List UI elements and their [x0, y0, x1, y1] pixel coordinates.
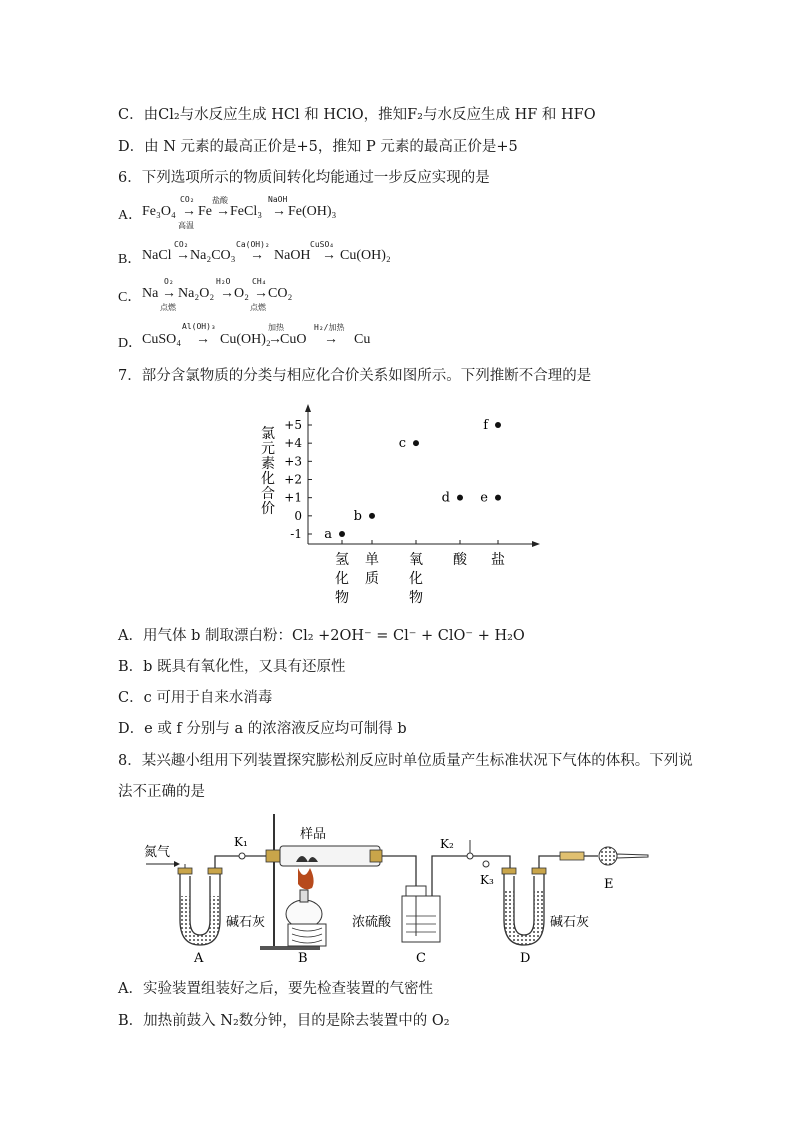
label-a: A	[194, 951, 204, 966]
q6-b-c1top: CO₂	[174, 240, 189, 249]
nitrogen-label: 氮气	[144, 845, 171, 860]
y-tick-label: +2	[284, 472, 302, 487]
q6-c-s4: CO₂	[268, 286, 293, 301]
q5-option-c: C．由Cl₂与水反应生成 HCl 和 HClO，推知F₂与水反应生成 HF 和 HFO	[118, 107, 596, 123]
k1-valve	[239, 853, 245, 859]
k3-valve	[483, 861, 489, 867]
q6-a-s2: Fe	[198, 204, 212, 219]
point-f	[495, 422, 501, 428]
point-label-a: a	[324, 527, 332, 542]
q6-b-s4: Cu(OH)₂	[340, 248, 391, 263]
y-axis-arrow	[305, 404, 311, 412]
q6-d-arrow2: →	[268, 332, 282, 347]
q6-option-d	[118, 322, 518, 352]
x-category-label: 质	[365, 571, 379, 587]
q6-d-arrow1: →	[196, 332, 210, 347]
q6-a-s4: Fe(OH)₃	[288, 204, 337, 219]
k3-label: K₃	[480, 873, 494, 887]
q6-option-b	[118, 240, 518, 270]
drying-tube-e	[560, 847, 648, 865]
q6-b-s1: NaCl	[142, 248, 172, 263]
experiment-apparatus-diagram	[140, 810, 660, 970]
sulfuric-acid-label: 浓硫酸	[352, 915, 392, 930]
q6-b-s2: Na₂CO₃	[190, 248, 236, 263]
point-label-e: e	[480, 490, 488, 506]
sodalime-label-d: 碱石灰	[550, 915, 590, 930]
y-tick-label: +4	[284, 436, 302, 451]
x-category-label: 化	[409, 571, 423, 587]
y-axis-label-char: 素	[261, 456, 275, 472]
point-e	[495, 495, 501, 501]
q6-c-arrow3: →	[254, 286, 268, 301]
q6-a-label: A．	[118, 208, 143, 223]
q6-a-s3: FeCl₃	[230, 204, 263, 219]
q6-a-c1top: CO₂	[180, 195, 195, 204]
point-label-f: f	[483, 418, 488, 433]
q7-option-a: A．用气体 b 制取漂白粉：Cl₂ +2OH⁻ = Cl⁻ + ClO⁻ + H₂O	[118, 628, 525, 644]
q6-d-s3: CuO	[280, 332, 307, 347]
y-tick-label: +1	[284, 490, 302, 505]
q6-b-arrow2: →	[250, 248, 264, 263]
x-category-label: 化	[335, 571, 349, 587]
point-label-c: c	[398, 436, 406, 452]
q6-c-c3bot: 点燃	[250, 303, 266, 312]
q6-a-c2top: 盐酸	[212, 196, 228, 205]
q8-stem-line1: 8．某兴趣小组用下列装置探究膨松剂反应时单位质量产生标准状况下气体的体积。下列说	[118, 753, 693, 769]
q6-a-arrow1: →	[182, 204, 196, 219]
wash-bottle-c	[402, 856, 486, 942]
x-category-label: 氢	[335, 552, 349, 568]
y-axis-label-char: 化	[261, 471, 275, 487]
q6-c-label: C．	[118, 290, 142, 305]
q6-a-c3top: NaOH	[268, 195, 288, 204]
k2-valve	[467, 853, 473, 859]
q6-b-label: B．	[118, 252, 142, 267]
q7-option-c: C．c 可用于自来水消毒	[118, 690, 273, 706]
x-category-label: 单	[365, 552, 379, 568]
k1-label: K₁	[234, 835, 248, 849]
q6-d-s1: CuSO₄	[142, 332, 182, 347]
q8-option-b: B．加热前鼓入 N₂数分钟，目的是除去装置中的 O₂	[118, 1013, 450, 1029]
q6-option-c	[118, 276, 518, 312]
y-tick-label: +3	[284, 454, 302, 469]
q6-d-c1top: Al(OH)₃	[182, 322, 216, 331]
q6-a-arrow2: →	[216, 204, 230, 219]
x-category-label: 酸	[453, 552, 467, 568]
y-tick-label: -1	[290, 527, 302, 541]
q7-stem: 7．部分含氯物质的分类与相应化合价关系如图所示。下列推断不合理的是	[118, 368, 592, 384]
point-c	[413, 440, 419, 446]
q6-stem: 6．下列选项所示的物质间转化均能通过一步反应实现的是	[118, 170, 490, 186]
chlorine-valence-chart	[250, 398, 550, 610]
y-axis-label-char: 合	[261, 486, 275, 502]
x-category-label: 物	[335, 590, 349, 606]
q6-b-s3: NaOH	[274, 248, 311, 263]
u-tube-d	[502, 856, 560, 945]
q6-a-c1bot: 高温	[178, 221, 194, 230]
y-axis-label-char: 价	[261, 501, 275, 517]
x-category-label: 盐	[491, 552, 505, 568]
point-label-d: d	[441, 490, 450, 506]
x-category-label: 物	[409, 590, 423, 606]
q6-c-c2top: H₂O	[216, 277, 231, 286]
nitrogen-arrowhead	[174, 861, 180, 867]
q6-option-a	[118, 196, 518, 232]
q6-d-arrow3: →	[324, 332, 338, 347]
q6-b-c2top: Ca(OH)₂	[236, 240, 270, 249]
q6-a-s1: Fe₃O₄	[142, 204, 176, 219]
q6-b-arrow1: →	[176, 248, 190, 263]
q8-option-a: A．实验装置组装好之后，要先检查装置的气密性	[118, 981, 433, 997]
q6-b-arrow3: →	[322, 248, 336, 263]
k2-label: K₂	[440, 837, 454, 851]
y-axis-label-char: 氯	[261, 426, 275, 442]
q6-c-arrow2: →	[220, 286, 234, 301]
y-tick-label: 0	[294, 508, 302, 523]
q6-b-c3top: CuSO₄	[310, 240, 335, 249]
sample-label: 样品	[300, 827, 327, 842]
q6-c-c1bot: 点燃	[160, 303, 176, 312]
point-label-b: b	[353, 508, 362, 524]
label-d: D	[520, 951, 531, 966]
q5-option-d: D．由 N 元素的最高正价是+5，推知 P 元素的最高正价是+5	[118, 139, 518, 155]
u-tube-a	[178, 856, 268, 945]
point-d	[457, 495, 463, 501]
q6-c-s2: Na₂O₂	[178, 286, 215, 301]
q6-c-c1top: O₂	[164, 277, 174, 286]
q6-c-c3top: CH₄	[252, 277, 267, 286]
point-b	[369, 513, 375, 519]
label-b: B	[298, 951, 308, 966]
y-tick-label: +5	[284, 418, 302, 432]
q8-stem-line2: 法不正确的是	[118, 784, 205, 800]
q6-c-s3: O₂	[234, 286, 249, 301]
x-category-label: 氧	[409, 552, 423, 568]
q6-d-s4: Cu	[354, 332, 371, 347]
q6-d-label: D．	[118, 336, 143, 351]
sodalime-label-a: 碱石灰	[226, 915, 266, 930]
label-c: C	[416, 951, 426, 966]
y-axis-label-char: 元	[261, 441, 275, 457]
q6-d-c3top: H₂/加热	[314, 323, 345, 332]
label-e: E	[604, 877, 614, 892]
q6-c-s1: Na	[142, 286, 159, 301]
x-axis-arrow	[532, 541, 540, 547]
point-a	[339, 531, 345, 537]
q7-option-b: B．b 既具有氧化性，又具有还原性	[118, 659, 346, 675]
q6-c-arrow1: →	[162, 286, 176, 301]
q7-option-d: D．e 或 f 分别与 a 的浓溶液反应均可制得 b	[118, 721, 407, 737]
q6-a-arrow3: →	[272, 204, 286, 219]
q6-d-c2top: 加热	[268, 323, 284, 332]
q6-d-s2: Cu(OH)₂	[220, 332, 271, 347]
